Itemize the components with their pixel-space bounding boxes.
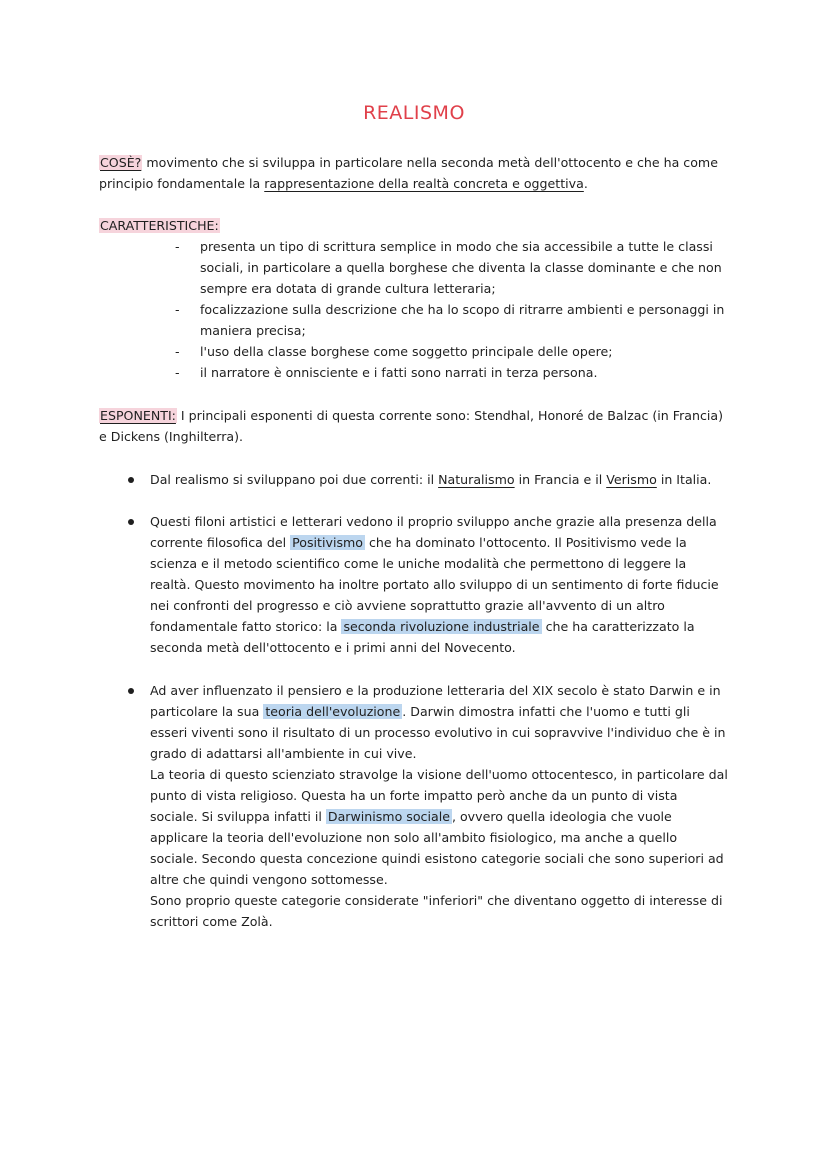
- industrial-revolution-term: seconda rivoluzione industriale: [343, 619, 540, 634]
- list-item: - focalizzazione sulla descrizione che ha lo scopo di ritrarre ambienti e personaggi in maniera precisa;: [175, 299, 735, 341]
- positivismo-term: Positivismo: [292, 535, 363, 550]
- characteristics-heading: [99, 215, 729, 236]
- definition-underlined-text: rappresentazione della realtà concreta e oggettiva: [264, 176, 584, 191]
- definition-text: movimento che si sviluppa in particolare nella seconda metà dell'ottocento e che ha come principio fondamentale la: [99, 155, 718, 191]
- bullet-item-currents: Dal realismo si sviluppano poi due correnti: il Naturalismo in Francia e il Verismo in Italia.: [128, 469, 728, 490]
- bullet-dot-icon: [128, 688, 134, 694]
- characteristics-label: CARATTERISTICHE:: [100, 218, 219, 233]
- naturalismo-term: Naturalismo: [438, 472, 515, 487]
- bullet-item-positivism: Questi filoni artistici e letterari vedono il proprio sviluppo anche grazie alla presenza della corrente filosofica del Positivismo che ha dominato l'ottocento. Il Positivismo vede la scienza e il metodo scientifico come le uniche modalità che permettono di leggere la realtà. Questo movimento ha inoltre portato allo sviluppo di un sentimento di forte fiducie nei confronti del progresso e ciò avviene soprattutto grazie all'avvento di un altro fondamentale fatto storico: la seconda rivoluzione industriale che ha caratterizzato la seconda metà dell'ottocento e i primi anni del Novecento.: [128, 511, 728, 658]
- verismo-term: Verismo: [606, 472, 657, 487]
- exponents-paragraph: [99, 405, 729, 447]
- evolution-theory-term: teoria dell'evoluzione: [265, 704, 401, 719]
- darwin-paragraph-3: Sono proprio queste categorie considerate "inferiori" che diventano oggetto di interesse di scrittori come Zolà.: [150, 893, 723, 929]
- darwin-paragraph-1: Ad aver influenzato il pensiero e la produzione letteraria del XIX secolo è stato Darwin e in particolare la sua teoria dell'evoluzione . Darwin dimostra infatti che l'uomo e tutti gli esseri viventi sono il risultato di un processo evolutivo in cui sopravvive l'individuo che è in grado di adattarsi all'ambiente in cui vive.: [150, 683, 726, 761]
- bullet-dot-icon: [128, 477, 134, 483]
- characteristics-list: [175, 236, 735, 383]
- definition-paragraph: COSÈ? movimento che si sviluppa in particolare nella seconda metà dell'ottocento e che ha come principio fondamentale la rappresentazione della realtà concreta e oggettiva.: [99, 155, 718, 191]
- social-darwinism-term: Darwinismo sociale: [327, 809, 450, 824]
- exponents-text: I principali esponenti di questa corrente sono: Stendhal, Honoré de Balzac (in Francia) e Dickens (Inghilterra).: [99, 408, 724, 444]
- list-item: - il narratore è onnisciente e i fatti sono narrati in terza persona.: [175, 362, 735, 383]
- exponents-label: ESPONENTI:: [100, 408, 176, 423]
- list-item: - l'uso della classe borghese come soggetto principale delle opere;: [175, 341, 735, 362]
- darwin-paragraph-2: La teoria di questo scienziato stravolge la visione dell'uomo ottocentesco, in particolare dal punto di vista religioso. Questa ha un forte impatto però anche da un punto di vista sociale. Si sviluppa infatti il Darwinismo sociale , ovvero quella ideologia che vuole applicare la teoria dell'evoluzione non solo all'ambito fisiologico, ma anche a quello sociale. Secondo questa concezione quindi esistono categorie sociali che sono superiori ad altre che quindi vengono sottomesse.: [150, 767, 728, 887]
- page-title: REALISMO: [363, 102, 465, 124]
- definition-label: COSÈ?: [100, 155, 142, 170]
- bullet-dot-icon: [128, 519, 134, 525]
- list-item: - presenta un tipo di scrittura semplice in modo che sia accessibile a tutte le classi sociali, in particolare a quella borghese che diventa la classe dominante e che non sempre era dotata di grande cultura letteraria;: [175, 236, 735, 299]
- bullet-item-darwin: [128, 680, 728, 932]
